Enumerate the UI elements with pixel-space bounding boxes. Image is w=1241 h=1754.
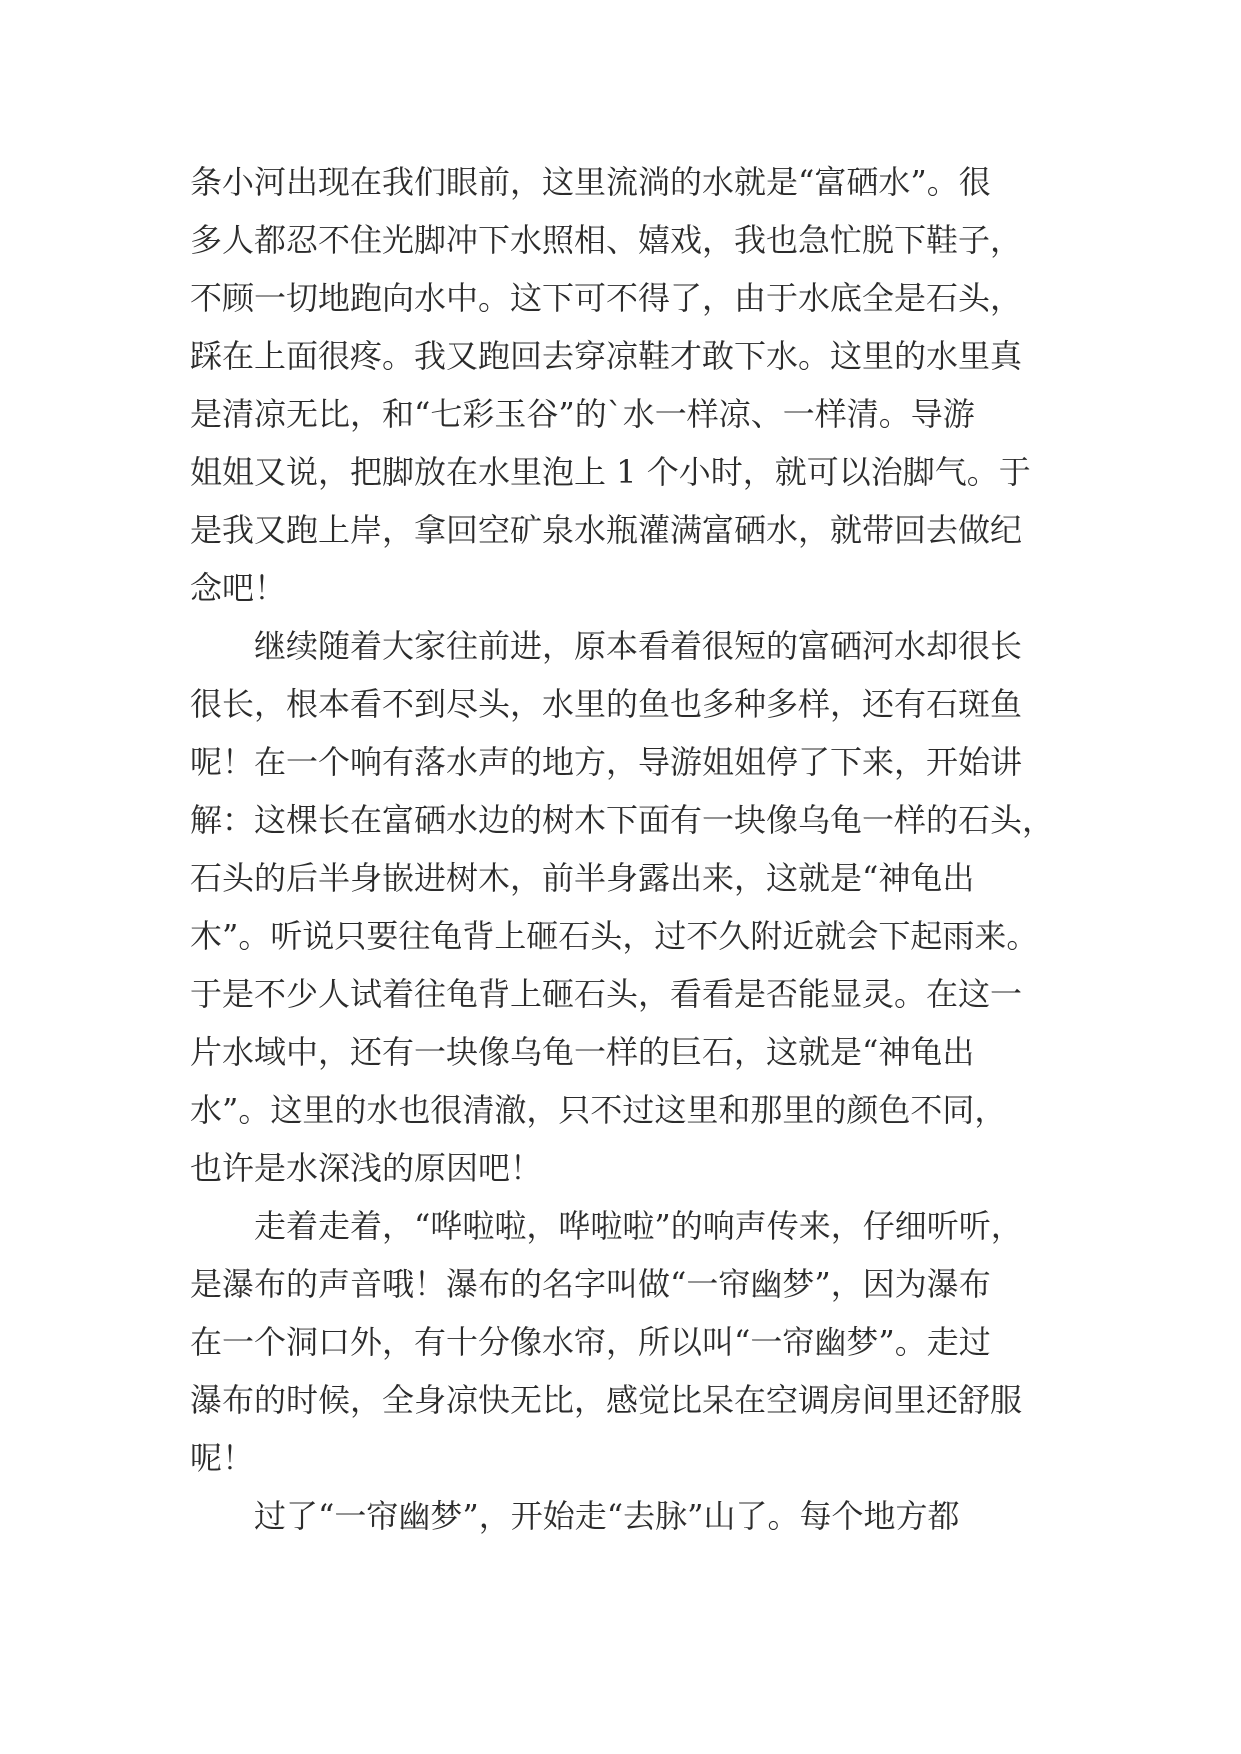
text-line: 过了“一帘幽梦”，开始走“去脉”山了。每个地方都 — [190, 1497, 960, 1535]
text-line: 水”。这里的水也很清澈，只不过这里和那里的颜色不同， — [190, 1091, 1007, 1129]
text-line: 片水域中，还有一块像乌龟一样的巨石，这就是“神龟出 — [190, 1033, 975, 1071]
text-line: 走着走着，“哗啦啦，哗啦啦”的响声传来，仔细听听， — [190, 1207, 1023, 1245]
text-line: 多人都忍不住光脚冲下水照相、嬉戏，我也急忙脱下鞋子， — [190, 221, 1023, 259]
text-line: 不顾一切地跑向水中。这下可不得了，由于水底全是石头， — [190, 279, 1023, 317]
text-line: 是我又跑上岸，拿回空矿泉水瓶灌满富硒水，就带回去做纪 — [190, 511, 1023, 549]
text-line: 石头的后半身嵌进树木，前半身露出来，这就是“神龟出 — [190, 859, 975, 897]
text-line: 呢！ — [190, 1439, 255, 1477]
text-line: 解：这棵长在富硒水边的树木下面有一块像乌龟一样的石头， — [190, 801, 1055, 839]
text-line: 很长，根本看不到尽头，水里的鱼也多种多样，还有石斑鱼 — [190, 685, 1023, 723]
text-line: 踩在上面很疼。我又跑回去穿凉鞋才敢下水。这里的水里真 — [190, 337, 1023, 375]
text-line: 姐姐又说，把脚放在水里泡上 1 个小时，就可以治脚气。于 — [190, 453, 1031, 491]
text-line: 木”。听说只要往龟背上砸石头，过不久附近就会下起雨来。 — [190, 917, 1039, 955]
text-line: 于是不少人试着往龟背上砸石头，看看是否能显灵。在这一 — [190, 975, 1023, 1013]
text-line: 继续随着大家往前进，原本看着很短的富硒河水却很长 — [190, 627, 1023, 665]
text-line: 条小河出现在我们眼前，这里流淌的水就是“富硒水”。很 — [190, 163, 991, 201]
text-line: 在一个洞口外，有十分像水帘，所以叫“一帘幽梦”。走过 — [190, 1323, 991, 1361]
text-line: 是清凉无比，和“七彩玉谷”的`水一样凉、一样清。导游 — [190, 395, 975, 433]
text-line: 也许是水深浅的原因吧！ — [190, 1149, 543, 1187]
text-line: 呢！在一个响有落水声的地方，导游姐姐停了下来，开始讲 — [190, 743, 1023, 781]
text-line: 念吧！ — [190, 569, 287, 607]
text-line: 瀑布的时候，全身凉快无比，感觉比呆在空调房间里还舒服 — [190, 1381, 1023, 1419]
text-line: 是瀑布的声音哦！瀑布的名字叫做“一帘幽梦”，因为瀑布 — [190, 1265, 991, 1303]
